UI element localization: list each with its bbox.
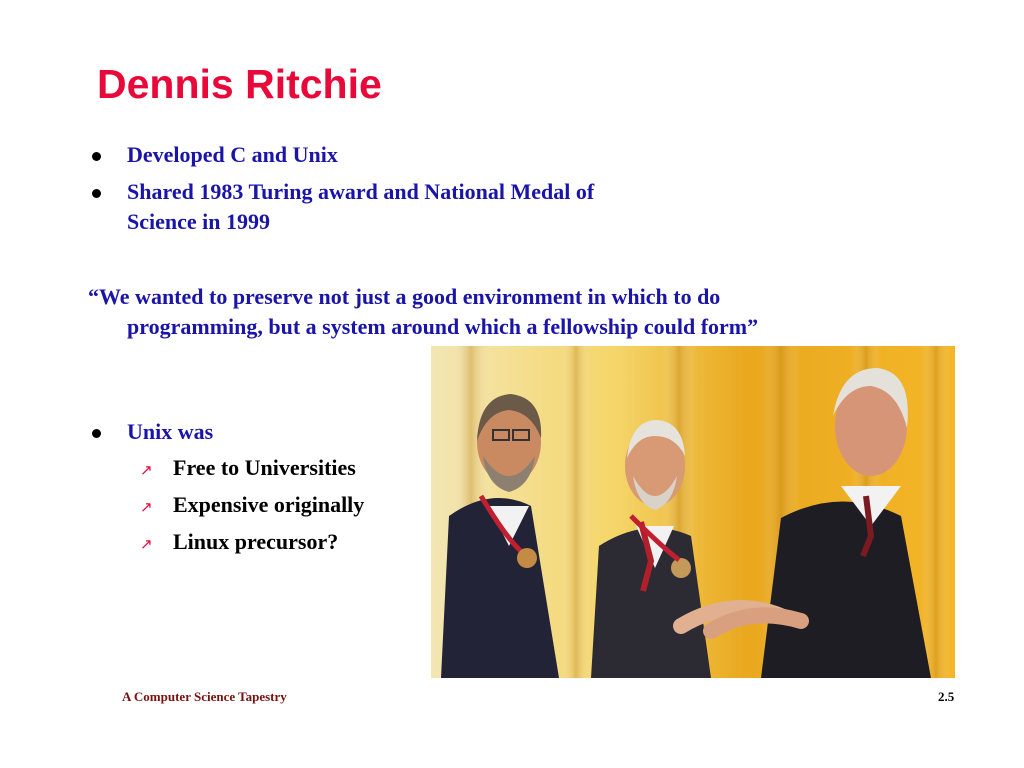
- bullet-turing-line1: Shared 1983 Turing award and National Medal of: [127, 179, 595, 204]
- sub-bullet-arrow-icon: ↗: [140, 461, 153, 479]
- sub-bullet-expensive: Expensive originally: [173, 492, 365, 517]
- bullet-developed: Developed C and Unix: [127, 142, 338, 167]
- bullet-unix-was: Unix was: [127, 419, 214, 444]
- ritchie-quote: “We wanted to preserve not just a good environment in which to do programming, but a system around which a fellowship could form”: [88, 284, 759, 339]
- bullet-dot: [92, 152, 101, 161]
- award-ceremony-photo: [431, 346, 955, 678]
- sub-bullet-arrow-icon: ↗: [140, 535, 153, 553]
- slide-title: Dennis Ritchie: [97, 61, 382, 107]
- sub-bullet-free: Free to Universities: [173, 455, 356, 480]
- sub-bullet-linux: Linux precursor?: [173, 529, 339, 554]
- bullet-turing-line2: Science in 1999: [127, 209, 270, 234]
- slide-number: 2.5: [938, 689, 955, 704]
- bullet-dot: [92, 429, 101, 438]
- footer-course-title: A Computer Science Tapestry: [122, 689, 287, 704]
- sub-bullet-arrow-icon: ↗: [140, 498, 153, 516]
- bullet-dot: [92, 189, 101, 198]
